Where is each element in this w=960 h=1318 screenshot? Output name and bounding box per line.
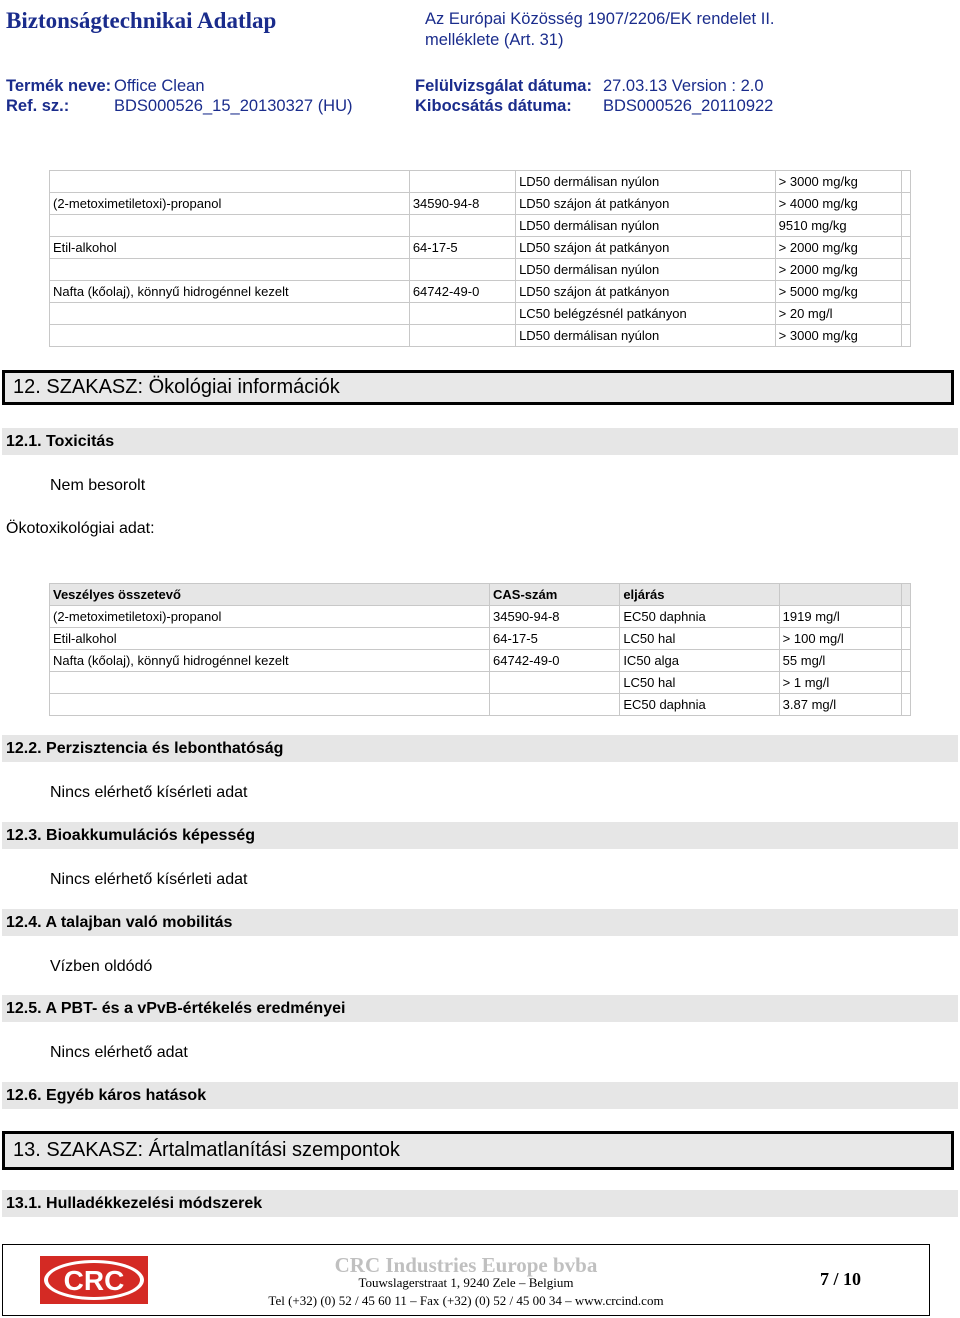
table-cell: > 2000 mg/kg — [775, 259, 901, 281]
regulation-line-2: melléklete (Art. 31) — [425, 31, 564, 49]
table-cell — [50, 171, 410, 193]
table-cell: 64742-49-0 — [409, 281, 515, 303]
table-row — [50, 694, 911, 716]
table-cell — [409, 325, 515, 347]
company-address: Touwslagerstraat 1, 9240 Zele – Belgium — [358, 1275, 574, 1290]
page-footer — [2, 1244, 930, 1316]
table-cell: Nafta (kőolaj), könnyű hidrogénnel kezelt — [50, 650, 490, 672]
table-cell: > 4000 mg/kg — [775, 193, 901, 215]
subsection-12-3-heading: 12.3. Bioakkumulációs képesség — [2, 822, 958, 849]
revision-date-label: Felülvizsgálat dátuma: — [415, 77, 592, 95]
table-row — [50, 259, 911, 281]
table-row — [50, 303, 911, 325]
company-contact: Tel (+32) (0) 52 / 45 60 11 – Fax (+32) (0) 52 / 45 00 34 – www.crcind.com — [268, 1293, 664, 1308]
product-name-label: Termék neve: — [6, 77, 112, 95]
bioaccumulation-text: Nincs elérhető kísérleti adat — [50, 871, 248, 888]
page-number: 7 / 10 — [819, 1269, 861, 1289]
table-row — [50, 215, 911, 237]
ecotox-label: Ökotoxikológiai adat: — [6, 520, 155, 537]
table-cell: (2-metoximetiletoxi)-propanol — [50, 193, 410, 215]
table-header-cell: Veszélyes összetevő — [50, 584, 490, 606]
table-cell — [50, 259, 410, 281]
table-padding-cell — [901, 171, 910, 193]
table-cell: (2-metoximetiletoxi)-propanol — [50, 606, 490, 628]
table-cell: > 3000 mg/kg — [775, 325, 901, 347]
table-header-cell — [779, 584, 901, 606]
table-padding-cell — [901, 650, 910, 672]
table-padding-cell — [901, 628, 910, 650]
table-cell: Etil-alkohol — [50, 628, 490, 650]
table-cell: 9510 mg/kg — [775, 215, 901, 237]
toxicity-text: Nem besorolt — [50, 477, 146, 494]
table-row — [50, 628, 911, 650]
table-row — [50, 171, 911, 193]
table-cell — [409, 171, 515, 193]
table-cell: Nafta (kőolaj), könnyű hidrogénnel kezelt — [50, 281, 410, 303]
table-cell: > 2000 mg/kg — [775, 237, 901, 259]
table-cell — [490, 694, 620, 716]
table-cell: > 1 mg/l — [779, 672, 901, 694]
table-cell: 64-17-5 — [490, 628, 620, 650]
logo-text: CRC — [63, 1265, 125, 1296]
subsection-12-1-heading: 12.1. Toxicitás — [2, 428, 958, 455]
table-cell: 3.87 mg/l — [779, 694, 901, 716]
issue-date-value: BDS000526_20110922 — [603, 97, 774, 115]
regulation-reference — [425, 9, 845, 51]
table-cell: 64-17-5 — [409, 237, 515, 259]
pbt-text: Nincs elérhető adat — [50, 1044, 188, 1061]
table-padding-cell — [901, 281, 910, 303]
subsection-12-6-heading: 12.6. Egyéb káros hatások — [2, 1082, 958, 1109]
table-cell: 34590-94-8 — [409, 193, 515, 215]
table-padding-cell — [901, 694, 910, 716]
ecotoxicity-table — [49, 583, 911, 716]
section-12-heading: 12. SZAKASZ: Ökológiai információk — [2, 370, 954, 405]
table-padding-cell — [901, 325, 910, 347]
table-cell: IC50 alga — [620, 650, 779, 672]
table-row — [50, 606, 911, 628]
table-cell: 34590-94-8 — [490, 606, 620, 628]
subsection-13-1-heading: 13.1. Hulladékkezelési módszerek — [2, 1190, 958, 1217]
table-cell: Etil-alkohol — [50, 237, 410, 259]
table-cell: LC50 hal — [620, 672, 779, 694]
table-padding-cell — [901, 672, 910, 694]
table-cell — [409, 215, 515, 237]
table-cell — [409, 303, 515, 325]
table-header-cell: CAS-szám — [490, 584, 620, 606]
table-padding-cell — [901, 259, 910, 281]
table-cell: LD50 dermálisan nyúlon — [516, 325, 776, 347]
mobility-text: Vízben oldódó — [50, 958, 153, 975]
document-title: Biztonságtechnikai Adatlap — [6, 8, 277, 33]
table-padding-cell — [901, 193, 910, 215]
table-padding-cell — [901, 584, 910, 606]
subsection-12-4-heading: 12.4. A talajban való mobilitás — [2, 909, 958, 936]
persistence-text: Nincs elérhető kísérleti adat — [50, 784, 248, 801]
table-cell: LD50 szájon át patkányon — [516, 281, 776, 303]
section-13-heading: 13. SZAKASZ: Ártalmatlanítási szempontok — [2, 1131, 954, 1170]
table-cell: LD50 dermálisan nyúlon — [516, 259, 776, 281]
table-cell: LC50 hal — [620, 628, 779, 650]
product-name-row — [6, 77, 111, 96]
table-row — [50, 193, 911, 215]
subsection-12-5-heading: 12.5. A PBT- és a vPvB-értékelés eredményei — [2, 995, 958, 1022]
table-padding-cell — [901, 237, 910, 259]
table-cell — [50, 694, 490, 716]
table-cell: > 20 mg/l — [775, 303, 901, 325]
subsection-12-2-heading: 12.2. Perzisztencia és lebonthatóság — [2, 735, 958, 762]
table-cell — [50, 325, 410, 347]
regulation-line-1: Az Európai Közösség 1907/2206/EK rendelet II. — [425, 10, 775, 28]
table-row — [50, 237, 911, 259]
table-cell: > 100 mg/l — [779, 628, 901, 650]
table-cell: LD50 dermálisan nyúlon — [516, 215, 776, 237]
table-cell: > 5000 mg/kg — [775, 281, 901, 303]
ref-number-value: BDS000526_15_20130327 (HU) — [114, 97, 353, 115]
table-padding-cell — [901, 303, 910, 325]
table-padding-cell — [901, 215, 910, 237]
table-cell — [50, 215, 410, 237]
table-row — [50, 650, 911, 672]
table-cell: LD50 dermálisan nyúlon — [516, 171, 776, 193]
table-cell: 1919 mg/l — [779, 606, 901, 628]
table-cell — [50, 672, 490, 694]
table-header-row — [50, 584, 911, 606]
table-row — [50, 672, 911, 694]
table-cell — [409, 259, 515, 281]
table-cell: LD50 szájon át patkányon — [516, 193, 776, 215]
table-cell: > 3000 mg/kg — [775, 171, 901, 193]
table-cell: 64742-49-0 — [490, 650, 620, 672]
revision-date-value: 27.03.13 Version : 2.0 — [603, 77, 764, 95]
table-cell: EC50 daphnia — [620, 606, 779, 628]
ref-number-label: Ref. sz.: — [6, 97, 70, 115]
table-row — [50, 281, 911, 303]
table-cell: LD50 szájon át patkányon — [516, 237, 776, 259]
table-cell: EC50 daphnia — [620, 694, 779, 716]
table-cell — [490, 672, 620, 694]
issue-date-label: Kibocsátás dátuma: — [415, 97, 572, 115]
acute-toxicity-table — [49, 170, 911, 347]
company-name: CRC Industries Europe bvba — [334, 1253, 598, 1277]
table-cell: LC50 belégzésnél patkányon — [516, 303, 776, 325]
table-cell: 55 mg/l — [779, 650, 901, 672]
product-name-value: Office Clean — [114, 77, 205, 95]
table-cell — [50, 303, 410, 325]
table-row — [50, 325, 911, 347]
table-header-cell: eljárás — [620, 584, 779, 606]
table-padding-cell — [901, 606, 910, 628]
